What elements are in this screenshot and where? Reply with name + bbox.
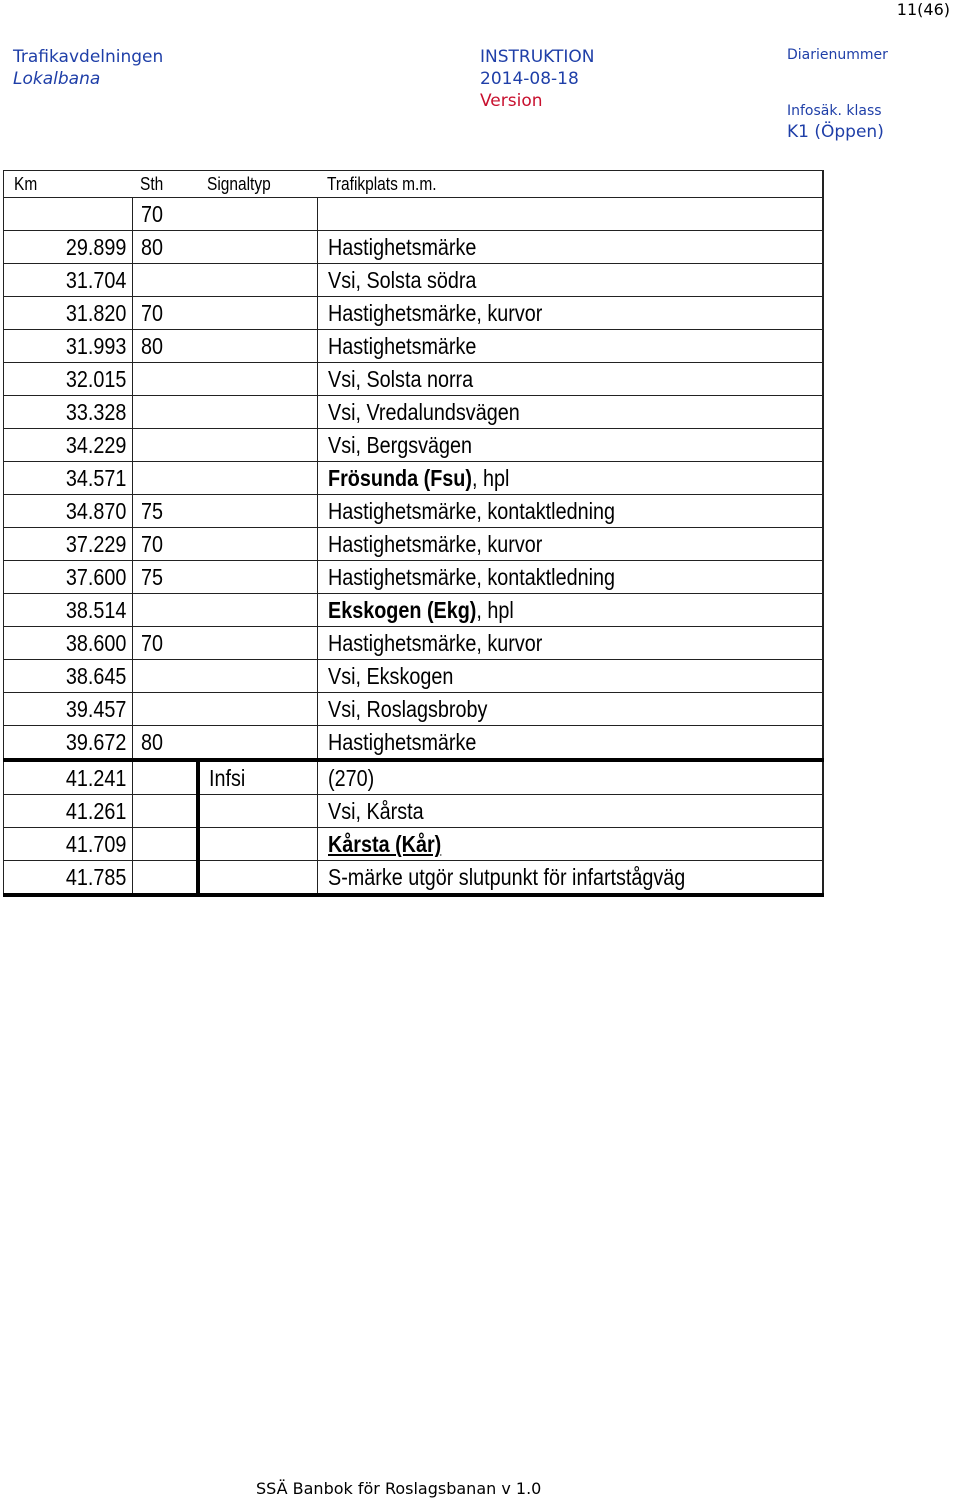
sth-cell: [132, 462, 198, 495]
trafikplats-cell: Vsi, Roslagsbroby: [317, 693, 823, 726]
signaltyp-cell: [198, 429, 318, 462]
station-name: Frösunda (Fsu): [327, 465, 472, 491]
sth-cell: [132, 861, 198, 896]
station-name: Ekskogen (Ekg): [327, 597, 476, 623]
trafikplats-cell: [317, 828, 823, 861]
km-cell: [4, 198, 133, 231]
trafikplats-cell: Hastighetsmärke, kurvor: [317, 528, 823, 561]
km-cell: 34.571: [4, 462, 133, 495]
table-row: [4, 495, 823, 528]
signaltyp-cell: [198, 828, 318, 861]
signaltyp-cell: [198, 396, 318, 429]
signaltyp-cell: [198, 627, 318, 660]
sth-cell: 70: [132, 198, 198, 231]
sth-cell: [132, 660, 198, 693]
table-row: [4, 330, 823, 363]
sth-cell: [132, 693, 198, 726]
footer-text: SSÄ Banbok för Roslagsbanan v 1.0: [256, 1479, 542, 1498]
sth-cell: [132, 594, 198, 627]
signaltyp-cell: [198, 264, 318, 297]
table-row: [4, 594, 823, 627]
sth-cell: 75: [132, 561, 198, 594]
col-sth-header: Sth: [132, 171, 198, 198]
doc-type: INSTRUKTION: [480, 47, 595, 67]
km-cell: 41.785: [4, 861, 133, 896]
col-km-header: Km: [4, 171, 133, 198]
table-row: [4, 528, 823, 561]
signaltyp-cell: [198, 726, 318, 761]
km-cell: 41.261: [4, 795, 133, 828]
table-header-row: [4, 171, 823, 198]
signaltyp-cell: [198, 594, 318, 627]
sth-cell: 80: [132, 231, 198, 264]
sth-cell: [132, 795, 198, 828]
signaltyp-cell: [198, 861, 318, 896]
table-row: [4, 198, 823, 231]
signaltyp-cell: [198, 795, 318, 828]
signaltyp-cell: [198, 528, 318, 561]
table-row: [4, 726, 823, 761]
km-cell: 41.709: [4, 828, 133, 861]
infosak-value: K1 (Öppen): [787, 122, 884, 142]
sth-cell: [132, 429, 198, 462]
col-signaltyp-header: Signaltyp: [198, 171, 318, 198]
signaltyp-cell: [198, 231, 318, 264]
signaltyp-cell: [198, 495, 318, 528]
table-row: [4, 462, 823, 495]
version-label: Version: [480, 91, 543, 111]
table-row: [4, 429, 823, 462]
signaltyp-cell: [198, 198, 318, 231]
trafikplats-cell: S-märke utgör slutpunkt för infartstågväg: [317, 861, 823, 896]
km-cell: 38.600: [4, 627, 133, 660]
table-row: [4, 660, 823, 693]
signaltyp-cell: [198, 297, 318, 330]
km-cell: 29.899: [4, 231, 133, 264]
km-cell: 31.993: [4, 330, 133, 363]
km-cell: 33.328: [4, 396, 133, 429]
trafikplats-cell: Hastighetsmärke: [317, 330, 823, 363]
signaltyp-cell: [198, 462, 318, 495]
station-name: Kårsta (Kår): [327, 831, 441, 857]
km-cell: 37.600: [4, 561, 133, 594]
table-row: [4, 760, 823, 795]
signaltyp-cell: [198, 561, 318, 594]
col-trafikplats-header: Trafikplats m.m.: [317, 171, 823, 198]
doc-date: 2014-08-18: [480, 69, 579, 89]
trafikplats-cell: [317, 594, 823, 627]
station-suffix: , hpl: [475, 597, 514, 623]
signaltyp-cell: [198, 330, 318, 363]
trafikplats-cell: Vsi, Bergsvägen: [317, 429, 823, 462]
signal-table: [3, 170, 824, 897]
signaltyp-cell: [198, 693, 318, 726]
table-row: [4, 264, 823, 297]
km-cell: 34.229: [4, 429, 133, 462]
trafikplats-cell: [317, 462, 823, 495]
km-cell: 37.229: [4, 528, 133, 561]
km-cell: 41.241: [4, 760, 133, 795]
sth-cell: [132, 760, 198, 795]
km-cell: 34.870: [4, 495, 133, 528]
km-cell: 38.645: [4, 660, 133, 693]
km-cell: 31.820: [4, 297, 133, 330]
diarie-label: Diarienummer: [787, 47, 888, 63]
trafikplats-cell: [317, 198, 823, 231]
table-row: [4, 231, 823, 264]
sth-cell: [132, 828, 198, 861]
trafikplats-cell: Hastighetsmärke, kurvor: [317, 297, 823, 330]
signaltyp-cell: [198, 660, 318, 693]
table-row: [4, 828, 823, 861]
sth-cell: 70: [132, 297, 198, 330]
sth-cell: 70: [132, 627, 198, 660]
sth-cell: 80: [132, 330, 198, 363]
sth-cell: [132, 264, 198, 297]
page-number: 11(46): [896, 0, 950, 19]
trafikplats-cell: Vsi, Ekskogen: [317, 660, 823, 693]
sth-cell: 70: [132, 528, 198, 561]
sth-cell: [132, 396, 198, 429]
trafikplats-cell: (270): [317, 760, 823, 795]
trafikplats-cell: Hastighetsmärke, kurvor: [317, 627, 823, 660]
sth-cell: [132, 363, 198, 396]
trafikplats-cell: Vsi, Solsta södra: [317, 264, 823, 297]
signaltyp-cell: [198, 363, 318, 396]
table-row: [4, 861, 823, 896]
trafikplats-cell: Hastighetsmärke: [317, 726, 823, 761]
station-suffix: , hpl: [471, 465, 509, 491]
table-row: [4, 396, 823, 429]
trafikplats-cell: Hastighetsmärke, kontaktledning: [317, 495, 823, 528]
km-cell: 39.672: [4, 726, 133, 761]
table-row: [4, 627, 823, 660]
sth-cell: 80: [132, 726, 198, 761]
km-cell: 31.704: [4, 264, 133, 297]
table-row: [4, 561, 823, 594]
trafikplats-cell: Vsi, Kårsta: [317, 795, 823, 828]
infosak-label: Infosäk. klass: [787, 103, 882, 119]
table-row: [4, 363, 823, 396]
trafikplats-cell: Hastighetsmärke: [317, 231, 823, 264]
signaltyp-cell: Infsi: [198, 760, 318, 795]
trafikplats-cell: Vsi, Vredalundsvägen: [317, 396, 823, 429]
table-row: [4, 795, 823, 828]
org-name: Trafikavdelningen: [13, 47, 164, 67]
km-cell: 39.457: [4, 693, 133, 726]
table-row: [4, 693, 823, 726]
km-cell: 38.514: [4, 594, 133, 627]
table-row: [4, 297, 823, 330]
sth-cell: 75: [132, 495, 198, 528]
trafikplats-cell: Hastighetsmärke, kontaktledning: [317, 561, 823, 594]
km-cell: 32.015: [4, 363, 133, 396]
unit-name: Lokalbana: [13, 69, 101, 89]
trafikplats-cell: Vsi, Solsta norra: [317, 363, 823, 396]
